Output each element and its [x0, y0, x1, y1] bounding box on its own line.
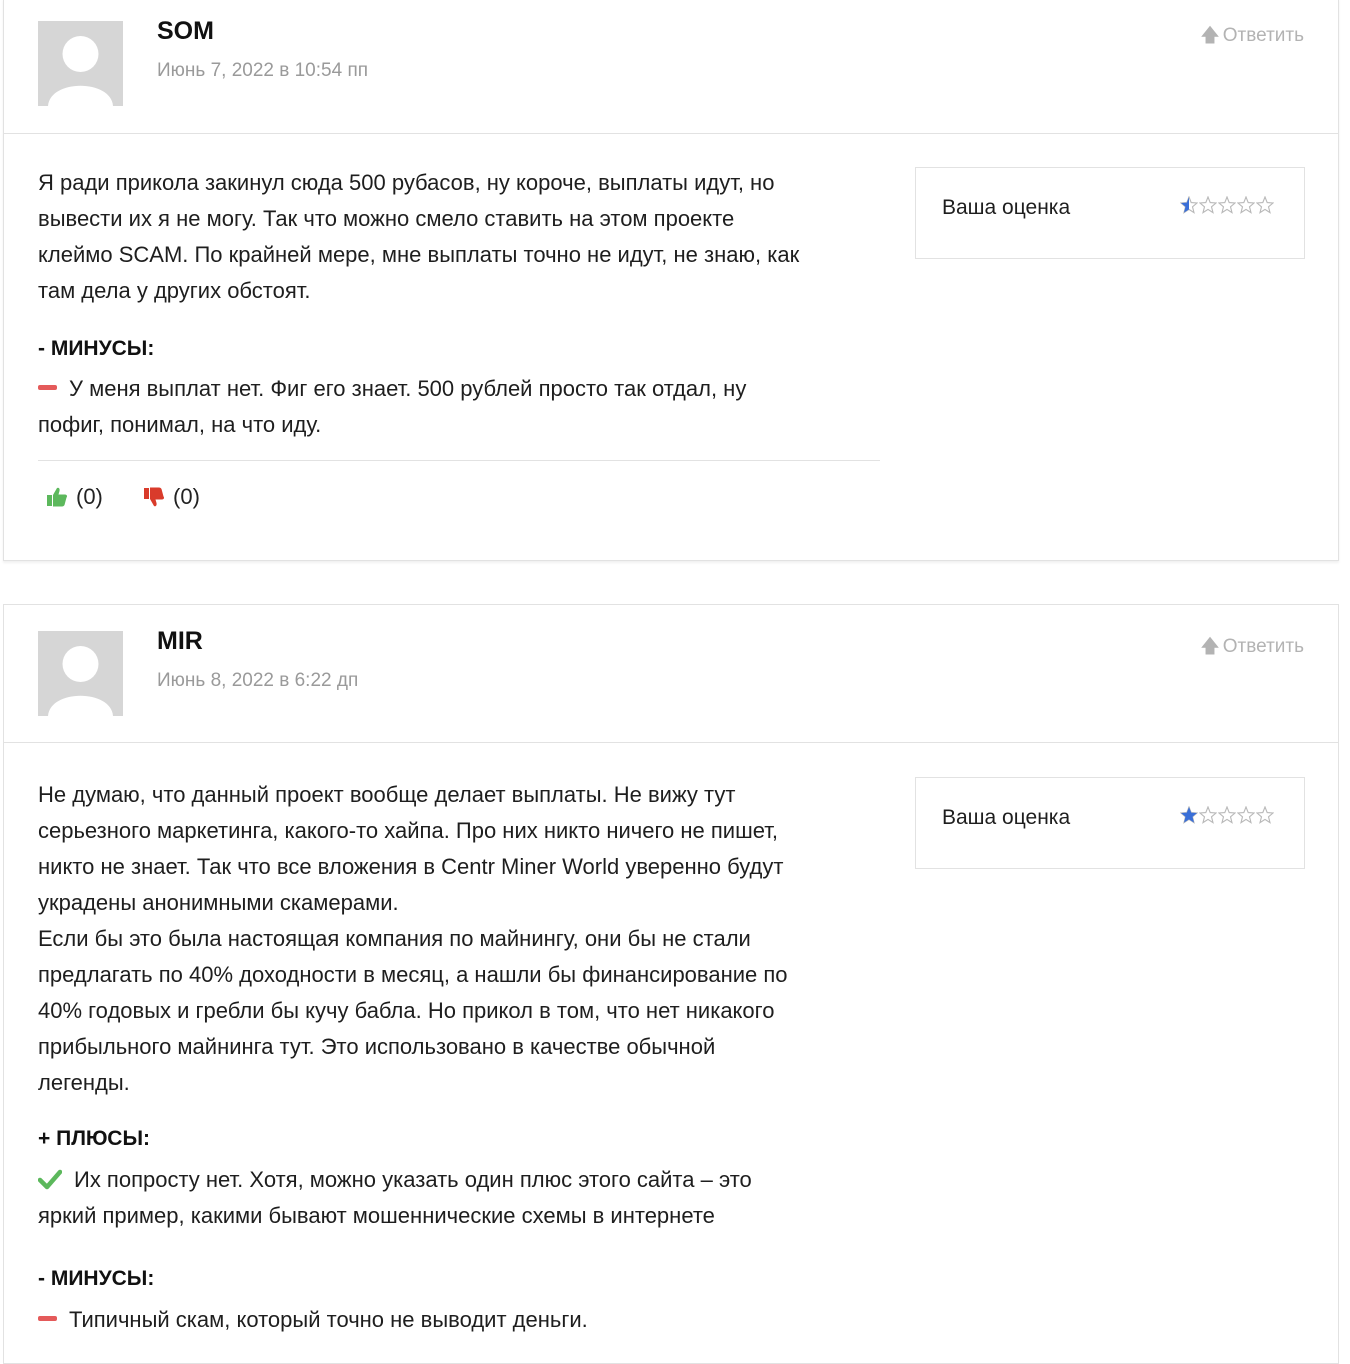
- star-icon[interactable]: [1199, 196, 1217, 214]
- star-icon[interactable]: [1180, 806, 1198, 824]
- star-icon[interactable]: [1180, 196, 1198, 214]
- rating-label: Ваша оценка: [942, 196, 1071, 219]
- comment-author: SOM: [157, 17, 214, 45]
- arrow-up-icon: 🡅: [1200, 636, 1220, 657]
- comment-author: MIR: [157, 627, 203, 655]
- plus-point-line: Их попросту нет. Хотя, можно указать один плюс этого сайта – это: [74, 1167, 752, 1192]
- comment-text-line: легенды.: [38, 1070, 130, 1095]
- comment-text-line: там дела у других обстоят.: [38, 278, 311, 303]
- check-icon: [38, 1168, 62, 1190]
- minus-icon: [38, 385, 57, 390]
- minus-point: [38, 1302, 858, 1338]
- vote-bar: [46, 484, 234, 513]
- minus-point-line: Типичный скам, который точно не выводит деньги.: [69, 1307, 588, 1332]
- avatar: [38, 21, 123, 106]
- plus-point-line: яркий пример, какими бывают мошеннические схемы в интернете: [38, 1203, 715, 1228]
- comment-text-line: предлагать по 40% доходности в месяц, а нашли бы финансирование по: [38, 962, 788, 987]
- comment-header: [4, 605, 1338, 743]
- star-icon[interactable]: [1256, 196, 1274, 214]
- star-rating[interactable]: [1179, 806, 1274, 829]
- like-count: (0): [76, 484, 103, 509]
- minus-point: [38, 371, 858, 443]
- star-icon[interactable]: [1237, 806, 1255, 824]
- star-icon[interactable]: [1199, 806, 1217, 824]
- arrow-up-icon: 🡅: [1200, 25, 1220, 46]
- reply-label: Ответить: [1222, 636, 1304, 657]
- comment-text-line: Не думаю, что данный проект вообще делает выплаты. Не вижу тут: [38, 782, 736, 807]
- minus-icon: [38, 1316, 57, 1321]
- comment-card: [3, 0, 1339, 561]
- comment-text: [38, 165, 898, 309]
- comment-text: [38, 777, 898, 1101]
- reply-button[interactable]: [1200, 21, 1304, 53]
- comment-card: [3, 604, 1339, 1364]
- comment-text-line: прибыльного майнинга тут. Это использовано в качестве обычной: [38, 1034, 716, 1059]
- comment-text-line: Если бы это была настоящая компания по майнингу, они бы не стали: [38, 926, 751, 951]
- star-icon[interactable]: [1256, 806, 1274, 824]
- comment-text-line: 40% годовых и гребли бы кучу бабла. Но прикол в том, что нет никакого: [38, 998, 775, 1023]
- star-rating[interactable]: [1179, 196, 1274, 219]
- comment-header: [4, 0, 1338, 134]
- rating-label: Ваша оценка: [942, 806, 1071, 829]
- thumbs-up-icon: [46, 487, 68, 507]
- reply-button[interactable]: [1200, 632, 1304, 664]
- plus-section-title: + ПЛЮСЫ:: [38, 1127, 151, 1150]
- star-icon[interactable]: [1218, 806, 1236, 824]
- minus-point-line: У меня выплат нет. Фиг его знает. 500 рублей просто так отдал, ну: [69, 376, 747, 401]
- comment-text-line: вывести их я не могу. Так что можно смело ставить на этом проекте: [38, 206, 735, 231]
- star-icon[interactable]: [1237, 196, 1255, 214]
- dislike-button[interactable]: [143, 484, 200, 510]
- comment-text-line: Я ради прикола закинул сюда 500 рубасов, ну короче, выплаты идут, но: [38, 170, 775, 195]
- dislike-count: (0): [173, 484, 200, 509]
- minus-section-title: - МИНУСЫ:: [38, 337, 155, 360]
- comment-text-line: никто не знает. Так что все вложения в Centr Miner World уверенно будут: [38, 854, 784, 879]
- rating-box: [915, 777, 1305, 869]
- avatar: [38, 631, 123, 716]
- comment-date: Июнь 8, 2022 в 6:22 дп: [157, 670, 359, 691]
- star-icon[interactable]: [1218, 196, 1236, 214]
- plus-point: [38, 1162, 858, 1234]
- minus-point-line: пофиг, понимал, на что иду.: [38, 412, 322, 437]
- comment-text-line: украдены анонимными скамерами.: [38, 890, 399, 915]
- comment-text-line: серьезного маркетинга, какого-то хайпа. Про них никто ничего не пишет,: [38, 818, 778, 843]
- like-button[interactable]: [46, 484, 103, 510]
- minus-section-title: - МИНУСЫ:: [38, 1267, 155, 1290]
- divider: [38, 460, 880, 461]
- thumbs-down-icon: [143, 487, 165, 507]
- rating-box: [915, 167, 1305, 259]
- reply-label: Ответить: [1222, 25, 1304, 46]
- comment-date: Июнь 7, 2022 в 10:54 пп: [157, 60, 369, 81]
- comment-text-line: клеймо SCAM. По крайней мере, мне выплаты точно не идут, не знаю, как: [38, 242, 800, 267]
